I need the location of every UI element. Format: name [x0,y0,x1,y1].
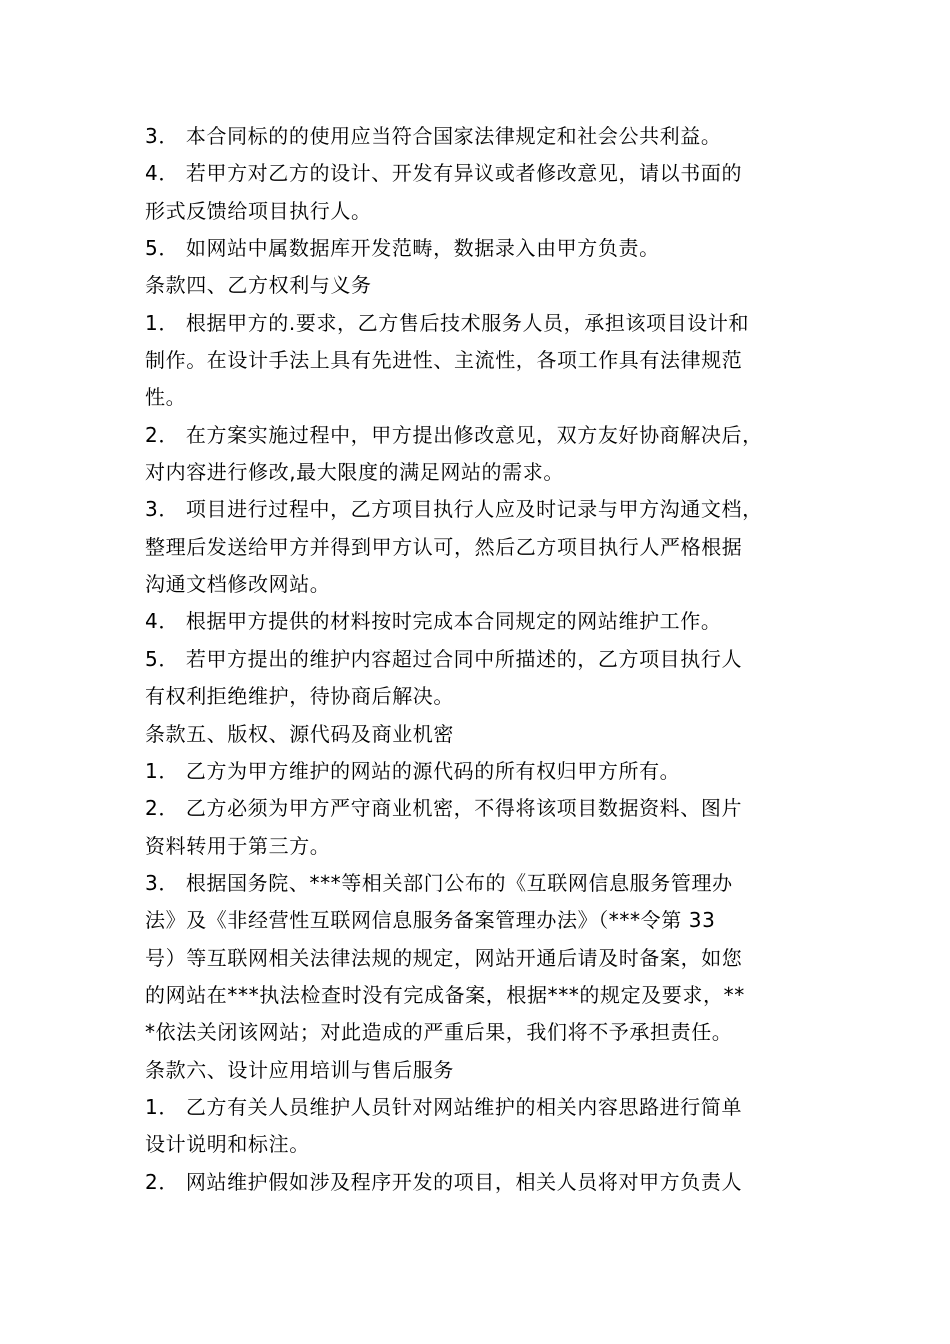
clause-4-item-1-line-2: 制作。在设计手法上具有先进性、主流性，各项工作具有法律规范 [145,348,743,373]
clause-5-item-3-line-3: 号）等互联网相关法律法规的规定，网站开通后请及时备案，如您 [145,945,743,970]
document-body [145,118,810,1201]
clause-6-item-2-line-1: 2． 网站维护假如涉及程序开发的项目，相关人员将对甲方负责人 [145,1169,743,1194]
clause-4-item-1-line-3: 性。 [145,385,187,410]
clause-5-item-2-line-2: 资料转用于第三方。 [145,833,331,858]
clause-3-item-3: 3． 本合同标的的使用应当符合国家法律规定和社会公共利益。 [145,124,722,148]
clause-3-item-5: 5． 如网站中属数据库开发范畴，数据录入由甲方负责。 [145,236,660,261]
clause-4-item-5-line-1: 5． 若甲方提出的维护内容超过合同中所描述的，乙方项目执行人 [145,646,743,671]
clause-5-heading: 条款五、版权、源代码及商业机密 [145,721,454,746]
clause-5-item-3-line-2: 法》及《非经营性互联网信息服务备案管理办法》（***令第 33 [145,908,716,933]
clause-6-heading: 条款六、设计应用培训与售后服务 [145,1057,454,1082]
clause-4-item-2-line-1: 2． 在方案实施过程中，甲方提出修改意见，双方友好协商解决后， [145,422,763,447]
clause-4-heading: 条款四、乙方权利与义务 [145,273,372,298]
clause-5-item-3-line-1: 3． 根据国务院、***等相关部门公布的《互联网信息服务管理办 [145,870,733,895]
clause-5-item-3-line-5: *依法关闭该网站；对此造成的严重后果，我们将不予承担责任。 [145,1020,733,1045]
clause-4-item-3-line-3: 沟通文档修改网站。 [145,572,331,597]
clause-4-item-2-line-2: 对内容进行修改,最大限度的满足网站的需求。 [145,460,564,485]
clause-4-item-3-line-1: 3． 项目进行过程中，乙方项目执行人应及时记录与甲方沟通文档， [145,497,763,522]
clause-4-item-1-line-1: 1． 根据甲方的.要求，乙方售后技术服务人员，承担该项目设计和 [145,310,750,335]
clause-5-item-1: 1． 乙方为甲方维护的网站的源代码的所有权归甲方所有。 [145,758,681,783]
clause-3-item-4-line-1: 4． 若甲方对乙方的设计、开发有异议或者修改意见，请以书面的 [145,161,743,186]
clause-6-item-1-line-1: 1． 乙方有关人员维护人员针对网站维护的相关内容思路进行简单 [145,1094,743,1119]
clause-4-item-5-line-2: 有权利拒绝维护，待协商后解决。 [145,684,454,709]
clause-5-item-3-line-4: 的网站在***执法检查时没有完成备案，根据***的规定及要求，** [145,982,745,1007]
clause-4-item-4: 4． 根据甲方提供的材料按时完成本合同规定的网站维护工作。 [145,609,722,634]
clause-5-item-2-line-1: 2． 乙方必须为甲方严守商业机密，不得将该项目数据资料、图片 [145,796,743,821]
clause-6-item-1-line-2: 设计说明和标注。 [145,1132,310,1157]
clause-3-item-4-line-2: 形式反馈给项目执行人。 [145,198,372,223]
clause-4-item-3-line-2: 整理后发送给甲方并得到甲方认可，然后乙方项目执行人严格根据 [145,534,743,559]
